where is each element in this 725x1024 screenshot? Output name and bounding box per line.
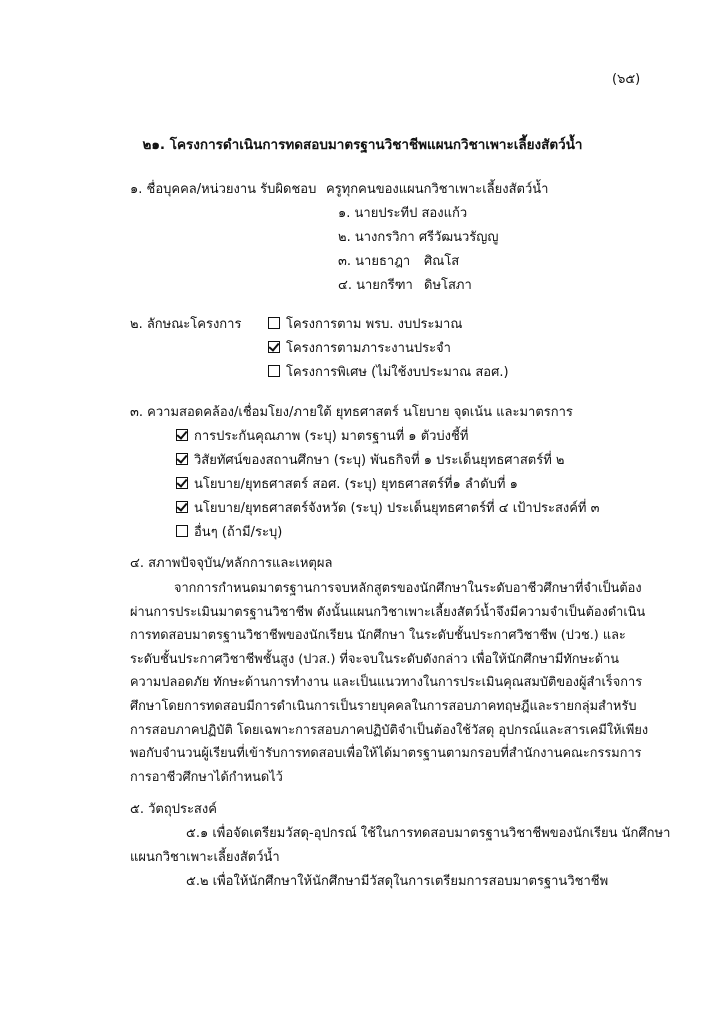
person-3: ๓. นายธาฎา: [338, 254, 411, 269]
page-number: (๖๕): [612, 72, 641, 87]
checkbox-unchecked-icon: [176, 525, 188, 537]
checkbox-unchecked-icon: [268, 317, 280, 329]
rationale-paragraph: จากการกำหนดมาตรฐานการจบหลักสูตรของนักศึกษาในระดับอาชีวศึกษาที่จำเป็นต้องผ่านการประเมินมาตรฐานวิชาชีพ ดังนั้นแผนกวิชาเพาะเลี้ยงสัตว์น้ำจึงมีความจำเป็นต้องดำเนินการทดสอบมาตรฐานวิชาชีพของนักเรียน นักศึกษา ในระดับชั้นประกาศวิชาชีพ (ปวช.) และระดับชั้นประกาศวิชาชีพชั้นสูง (ปวส.) ที่จะจบในระดับดังกล่าว เพื่อให้นักศึกษามีทักษะด้านความปลอดภัย ทักษะด้านการทำงาน และเป็นแนวทางในการประเมินคุณสมบัติของผู้สำเร็จการศึกษาโดยการทดสอบมีการดำเนินการเป็นรายบุคคลในการสอบภาคทฤษฎีและรายกลุ่มสำหรับการสอบภาคปฏิบัติ โดยเฉพาะการสอบภาคปฏิบัติจำเป็นต้องใช้วัสดุ อุปกรณ์และสารเคมีให้เพียงพอกับจำนวนผู้เรียนที่เข้ารับการทดสอบเพื่อให้ได้มาตรฐานตามกรอบที่สำนักงานคณะกรรมการการอาชีวศึกษาได้กำหนดไว้: [130, 581, 649, 785]
section5-label: ๕. วัตถุประสงค์: [130, 802, 217, 817]
project-type-option-3: โครงการพิเศษ (ไม่ใช้งบประมาณ สอศ.): [268, 365, 509, 381]
section1-heading: ครูทุกคนของแผนกวิชาเพาะเลี้ยงสัตว์น้ำ: [326, 182, 549, 197]
checkbox-checked-icon: [176, 429, 188, 441]
document-title: ๒๑. โครงการดำเนินการทดสอบมาตรฐานวิชาชีพแผนกวิชาเพาะเลี้ยงสัตว์น้ำ: [142, 137, 583, 153]
section2-label: ๒. ลักษณะโครงการ: [130, 317, 242, 332]
checkbox-checked-icon: [268, 341, 280, 353]
section4-label: ๔. สภาพปัจจุบัน/หลักการและเหตุผล: [130, 556, 333, 571]
project-type-option-2: โครงการตามภาระงานประจำ: [268, 341, 451, 357]
section3-label: ๓. ความสอดคล้อง/เชื่อมโยง/ภายใต้ ยุทธศาสตร์ นโยบาย จุดเน้น และมาตรการ: [130, 405, 573, 420]
checkbox-checked-icon: [176, 501, 188, 513]
alignment-option-1: การประกันคุณภาพ (ระบุ) มาตรฐานที่ ๑ ตัวบ่งชี้ที่: [176, 429, 468, 445]
objective-1-line1: ๕.๑ เพื่อจัดเตรียมวัสดุ-อุปกรณ์ ใช้ในการทดสอบมาตรฐานวิชาชีพของนักเรียน นักศึกษา: [186, 826, 671, 841]
alignment-option-3: นโยบาย/ยุทธศาสตร์ สอศ. (ระบุ) ยุทธศาสตร์ที่๑ ลำดับที่ ๑: [176, 477, 518, 493]
alignment-option-5: อื่นๆ (ถ้ามี/ระบุ): [176, 525, 282, 541]
project-type-option-1: โครงการตาม พรบ. งบประมาณ: [268, 317, 462, 333]
alignment-option-2: วิสัยทัศน์ของสถานศึกษา (ระบุ) พันธกิจที่ ๑ ประเด็นยุทธศาสตร์ที่ ๒: [176, 453, 564, 469]
objective-2: ๕.๒ เพื่อให้นักศึกษาให้นักศึกษามีวัสดุในการเตรียมการสอบมาตรฐานวิชาชีพ: [186, 874, 609, 889]
checkbox-unchecked-icon: [268, 365, 280, 377]
person-4: ๔. นายกรีฑา: [338, 278, 413, 293]
person-1: ๑. นายประทีป สองแก้ว: [338, 206, 468, 221]
objective-1-line2: แผนกวิชาเพาะเลี้ยงสัตว์น้ำ: [130, 850, 280, 865]
alignment-option-4: นโยบาย/ยุทธศาสตร์จังหวัด (ระบุ) ประเด็นยุทธศาตร์ที่ ๔ เป้าประสงค์ที่ ๓: [176, 501, 600, 517]
checkbox-checked-icon: [176, 477, 188, 489]
section1-label: ๑. ชื่อบุคคล/หน่วยงาน รับผิดชอบ: [130, 182, 317, 197]
checkbox-checked-icon: [176, 453, 188, 465]
person-3-surname: ศิณโส: [424, 254, 460, 269]
person-4-surname: ดิษโสภา: [424, 278, 472, 293]
person-2: ๒. นางกรวิกา ศรีวัฒนวรัญญู: [338, 230, 499, 245]
